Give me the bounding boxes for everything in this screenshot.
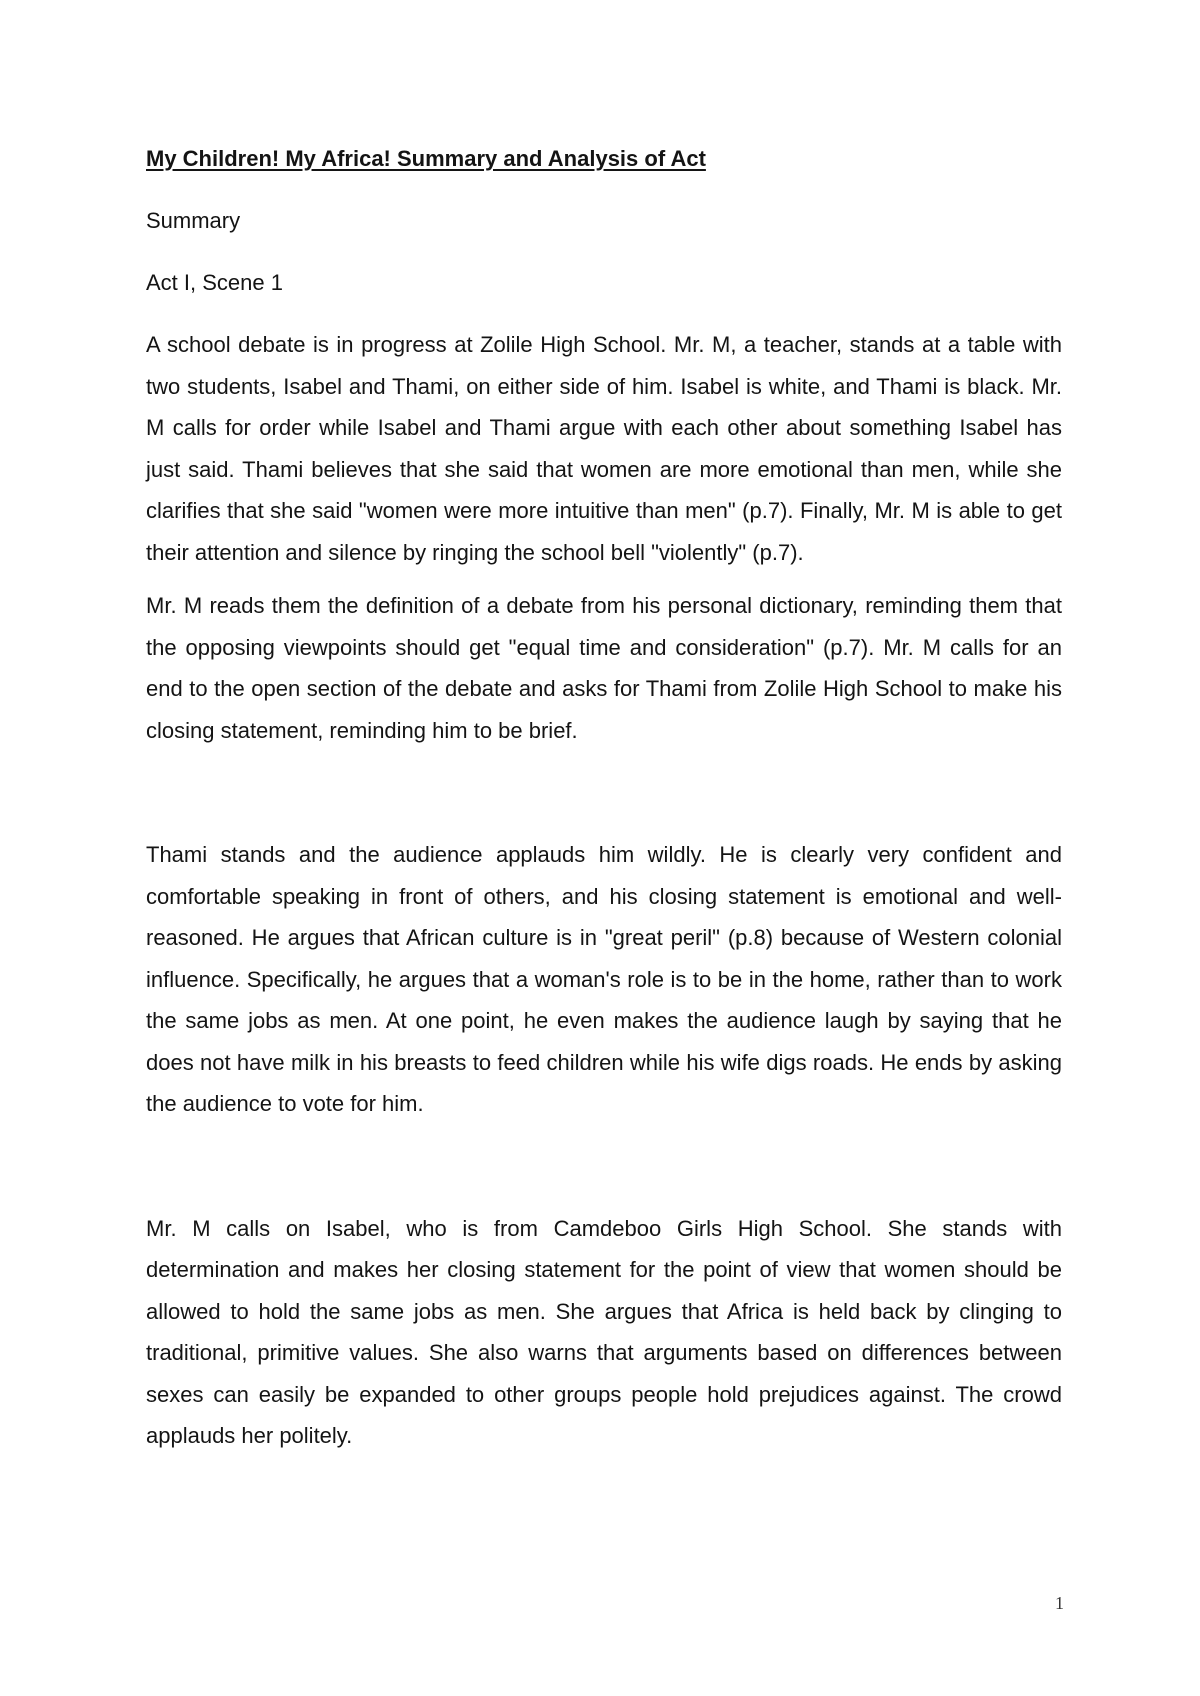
- document-body: [146, 142, 1062, 1457]
- paragraph-thami-statement: Thami stands and the audience applauds him wildly. He is clearly very confident and comfortable speaking in front of others, and his closing statement is emotional and well-reasoned. He argues that African culture is in "great peril" (p.8) because of Western colonial influence. Specifically, he argues that a woman's role is to be in the home, rather than to work the same jobs as men. At one point, he even makes the audience laugh by saying that he does not have milk in his breasts to feed children while his wife digs roads. He ends by asking the audience to vote for him.: [146, 842, 1062, 1116]
- paragraph-debate-opening: A school debate is in progress at Zolile High School. Mr. M, a teacher, stands at a table with two students, Isabel and Thami, on either side of him. Isabel is white, and Thami is black. Mr. M calls for order while Isabel and Thami argue with each other about something Isabel has just said. Thami believes that she said that women are more emotional than men, while she clarifies that she said "women were more intuitive than men" (p.7). Finally, Mr. M is able to get their attention and silence by ringing the school bell "violently" (p.7).: [146, 332, 1062, 565]
- paragraph-isabel-statement: Mr. M calls on Isabel, who is from Camdeboo Girls High School. She stands with determination and makes her closing statement for the point of view that women should be allowed to hold the same jobs as men. She argues that Africa is held back by clinging to traditional, primitive values. She also warns that arguments based on differences between sexes can easily be expanded to other groups people hold prejudices against. The crowd applauds her politely.: [146, 1215, 1062, 1448]
- scene-heading: Act I, Scene 1: [146, 270, 283, 295]
- section-heading-summary: Summary: [146, 208, 241, 233]
- document-title: My Children! My Africa! Summary and Analysis of Act: [146, 146, 706, 171]
- page-number: 1: [1055, 1593, 1064, 1613]
- paragraph-debate-definition: Mr. M reads them the definition of a debate from his personal dictionary, reminding them that the opposing viewpoints should get "equal time and consideration" (p.7). Mr. M calls for an end to the open section of the debate and asks for Thami from Zolile High School to make his closing statement, reminding him to be brief.: [146, 593, 1062, 743]
